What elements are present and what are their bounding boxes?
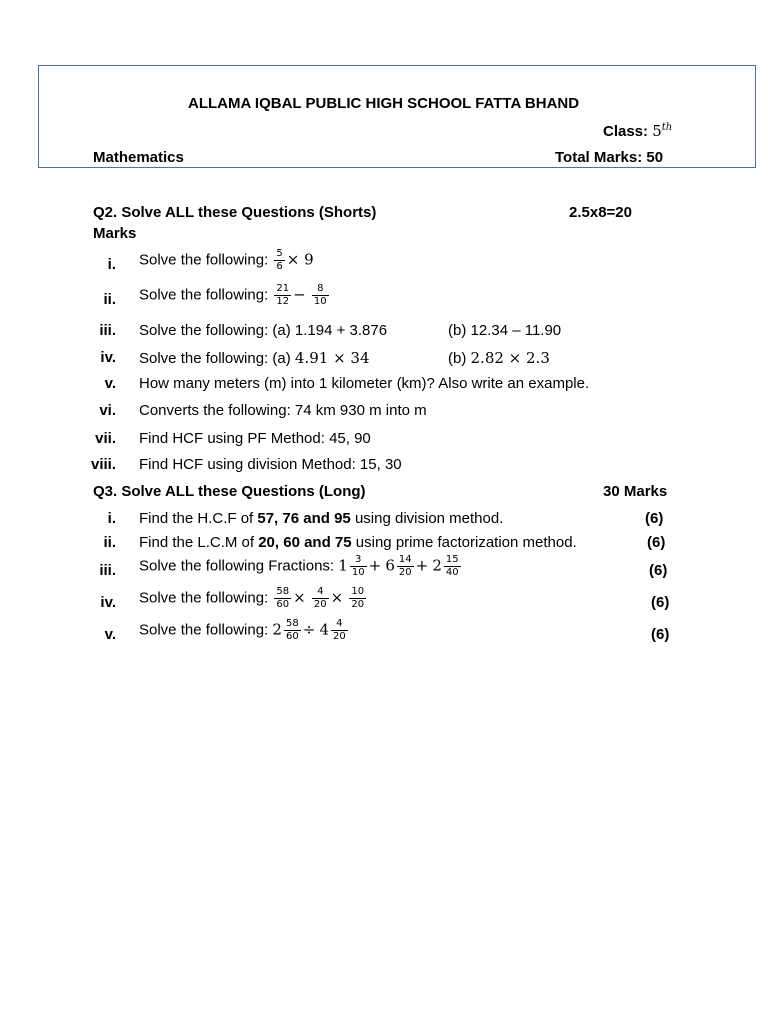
q2-num: vi. <box>99 402 116 419</box>
q3-item: Find the H.C.F of 57, 76 and 95 using division method. <box>139 510 504 527</box>
q2-item: Find HCF using PF Method: 45, 90 <box>139 430 371 447</box>
q2-item-part-b: (b) 2.82 × 2.3 <box>448 349 550 367</box>
q3-title: Q3. Solve ALL these Questions (Long) <box>93 483 366 500</box>
q2-num: vii. <box>95 430 116 447</box>
q3-num: v. <box>104 626 116 643</box>
q3-num: iii. <box>99 562 116 579</box>
q2-marks-word: Marks <box>93 225 137 242</box>
q3-num: ii. <box>103 534 116 551</box>
q3-item: Find the L.C.M of 20, 60 and 75 using prime factorization method. <box>139 534 577 551</box>
q2-marks: 2.5x8=20 <box>569 204 632 221</box>
q2-num: ii. <box>103 291 116 308</box>
q2-num: i. <box>107 256 116 273</box>
total-marks: Total Marks: 50 <box>555 149 664 166</box>
q2-num: iv. <box>100 349 116 366</box>
q2-item: Solve the following: $\frac{5}{6}$ × 9 <box>139 248 314 272</box>
q3-item: Solve the following: $\frac{58}{60}$ × $\frac{4}{20}$ × $\frac{10}{20}$ <box>139 586 365 610</box>
q3-item-mark: (6) <box>651 594 670 611</box>
q2-num: viii. <box>90 456 116 473</box>
q3-item: Solve the following Fractions: 1 $\frac{3}{10}$ + 6 $\frac{14}{20}$ + 2 $\frac{15}{40}$ <box>139 554 459 578</box>
subject: Mathematics <box>93 149 184 166</box>
q2-num: iii. <box>99 322 116 339</box>
q2-item: How many meters (m) into 1 kilometer (km)? Also write an example. <box>139 375 590 392</box>
q2-item: Find HCF using division Method: 15, 30 <box>139 456 402 473</box>
q3-num: i. <box>107 510 116 527</box>
q3-num: iv. <box>100 594 116 611</box>
q3-marks: 30 Marks <box>603 483 668 500</box>
q2-title: Q2. Solve ALL these Questions (Shorts) <box>93 204 377 221</box>
q2-item: Solve the following: (a) 1.194 + 3.876 <box>139 322 388 339</box>
class-info: Class: 5th <box>603 122 673 140</box>
q3-item-mark: (6) <box>651 626 670 643</box>
q2-item: Solve the following: $\frac{21}{12}$ − $\frac{8}{10}$ <box>139 283 327 307</box>
q3-item-mark: (6) <box>645 510 664 527</box>
q3-item: Solve the following: 2 $\frac{58}{60}$ ÷ 4 $\frac{4}{20}$ <box>139 618 346 642</box>
q2-item-part-b: (b) 12.34 – 11.90 <box>448 322 562 339</box>
q2-num: v. <box>104 375 116 392</box>
q3-item-mark: (6) <box>649 562 668 579</box>
q2-item: Solve the following: (a) 4.91 × 34 <box>139 349 370 367</box>
q3-item-mark: (6) <box>647 534 666 551</box>
school-name: ALLAMA IQBAL PUBLIC HIGH SCHOOL FATTA BHAND <box>188 95 580 112</box>
q2-item: Converts the following: 74 km 930 m into m <box>139 402 427 419</box>
